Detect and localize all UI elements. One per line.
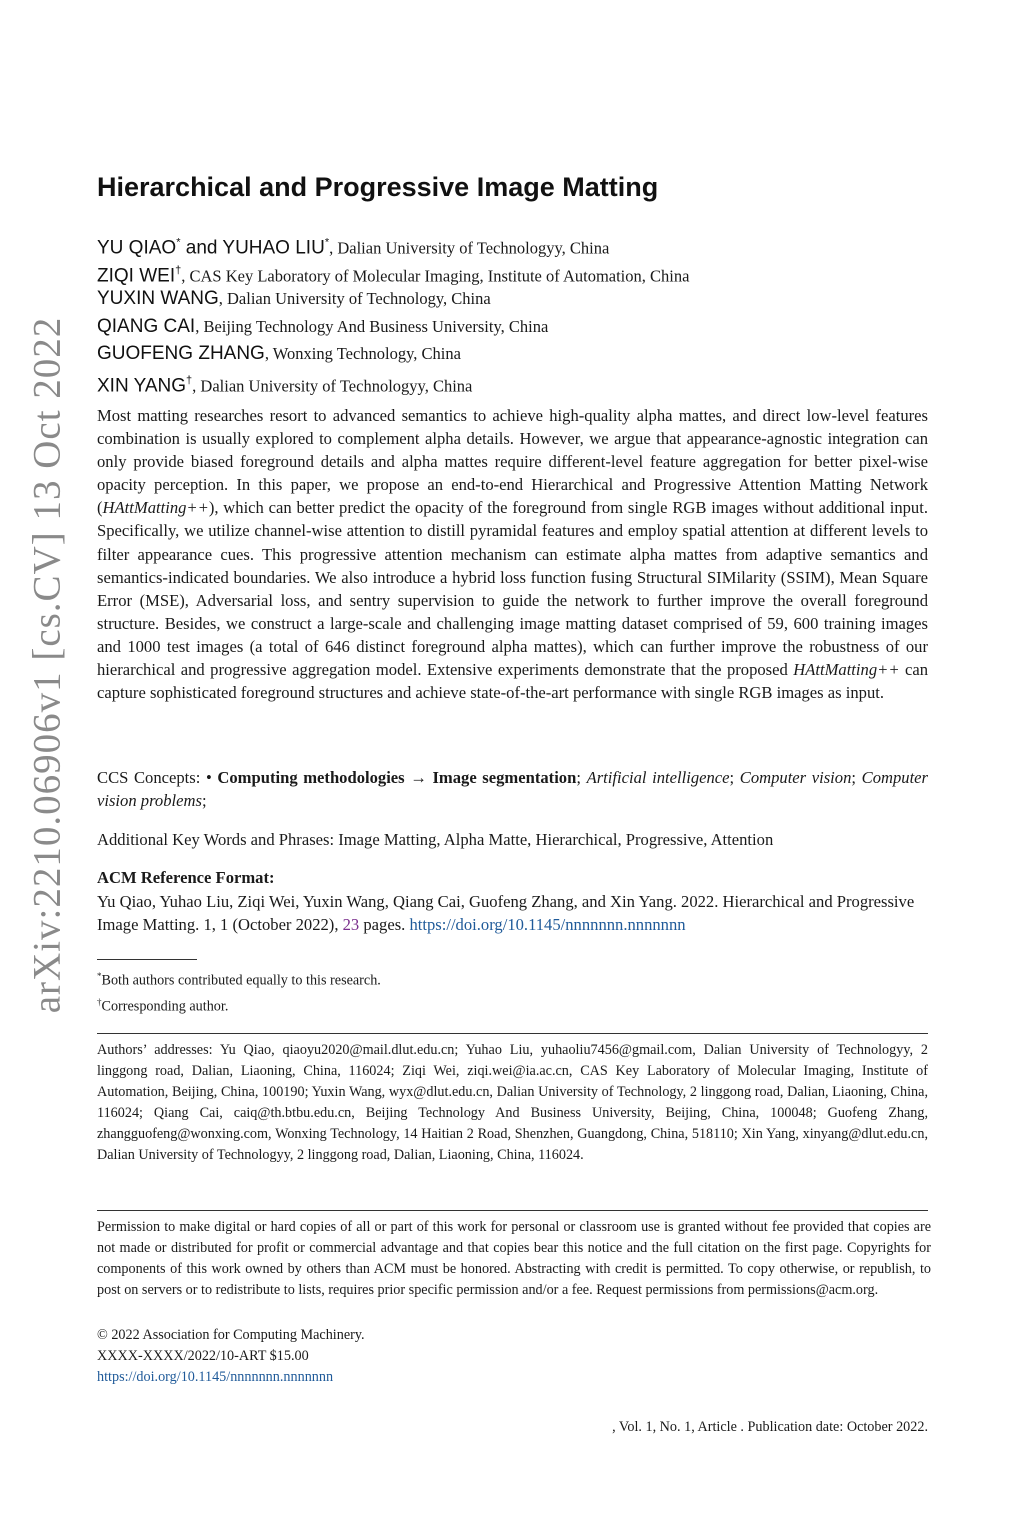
author-name: XIN YANG <box>97 374 187 396</box>
permission-rule <box>97 1210 928 1211</box>
ccs-separator: ; <box>729 768 740 787</box>
author-affiliation: , Beijing Technology And Business University, China <box>195 316 549 336</box>
ccs-separator: ; <box>576 768 587 787</box>
corresponding-mark: † <box>175 264 182 277</box>
copyright-line: © 2022 Association for Computing Machinery. <box>97 1327 365 1343</box>
equal-contribution-mark: * <box>176 237 181 249</box>
ccs-main-concept: Computing methodologies → Image segmentation <box>217 768 577 787</box>
copyright-block <box>97 1325 365 1388</box>
footnote-text: Corresponding author. <box>101 998 229 1015</box>
footnote-rule <box>97 959 197 960</box>
author-line <box>97 368 937 396</box>
equal-contribution-mark: * <box>324 237 330 249</box>
author-name: ZIQI WEI <box>97 264 176 286</box>
ccs-separator: ; <box>851 768 862 787</box>
ccs-label: CCS Concepts: • <box>97 768 218 787</box>
author-name: YUXIN WANG <box>97 288 219 309</box>
author-list <box>97 230 937 395</box>
acm-reference-text: pages. <box>359 915 410 935</box>
author-line <box>97 285 937 313</box>
ccs-concept: Computer vision <box>739 768 852 787</box>
abstract-text: ), which can better predict the opacity of the foreground from single RGB images without additional input. Specifically, we utilize channel-wise attention to distill pyramidal features and employ spatial attention at different levels to filter appearance cues. This progressive attention mechanism can estimate alpha mattes from adaptive semantics and semantics-indicated boundaries. We also introduce a hybrid loss function fusing Structural SIMilarity (SSIM), Mean Square Error (MSE), Adversarial loss, and sentry supervision to guide the network to further improve the overall foreground structure. Besides, we construct a large-scale and challenging image matting dataset comprised of 59, 600 training images and 1000 test images (a total of 646 distinct foreground alpha mattes), which can further improve the robustness of our hierarchical and progressive aggregation model. Extensive experiments demonstrate that the proposed <box>97 498 928 680</box>
ccs-separator: ; <box>201 791 207 811</box>
corresponding-mark: † <box>186 374 193 387</box>
author-name: QIANG CAI <box>97 315 196 337</box>
ccs-concept: Artificial intelligence <box>586 768 730 787</box>
author-line <box>97 230 937 258</box>
ccs-concept: Computer vision problems <box>97 768 928 811</box>
footnote <box>97 966 381 992</box>
footnote-mark: * <box>97 971 102 981</box>
acm-reference-heading: ACM Reference Format: <box>97 868 275 887</box>
footnote-mark: † <box>97 996 102 1007</box>
author-line <box>97 313 937 341</box>
model-name: HAttMatting++ <box>793 660 900 680</box>
keywords: Additional Key Words and Phrases: Image Matting, Alpha Matte, Hierarchical, Progressive, Attention <box>97 830 774 849</box>
author-name: YU QIAO <box>97 237 177 259</box>
abstract <box>97 404 928 704</box>
author-affiliation: , Wonxing Technology, China <box>264 344 461 363</box>
model-name: HAttMatting++ <box>102 498 209 518</box>
acm-reference <box>97 890 928 936</box>
footnote <box>97 992 381 1018</box>
footnotes <box>97 966 381 1017</box>
abstract-text: can capture sophisticated foreground structures and achieve state-of-the-art performance with single RGB images as input. <box>97 660 928 703</box>
author-addresses: Authors’ addresses: Yu Qiao, qiaoyu2020@mail.dlut.edu.cn; Yuhao Liu, yuhaoliu7456@gmail.com, Dalian University of Technologyy, 2 linggong road, Dalian, Liaoning, China, 116024; Ziqi Wei, ziqi.wei@ia.ac.cn, CAS Key Laboratory of Molecular Imaging, Institute of Automation, Beijing, China, 100190; Yuxin Wang, wyx@dlut.edu.cn, Dalian University of Technology, 2 linggong road, Dalian, Liaoning, China, 116024; Qiang Cai, caiq@th.btbu.edu.cn, Beijing Technology And Business University, Beijing, China, 100048; Guofeng Zhang, zhangguofeng@wonxing.com, Wonxing Technology, 14 Haitian 2 Road, Shenzhen, Guangdong, China, 518110; Xin Yang, xinyang@dlut.edu.cn, Dalian University of Technologyy, 2 linggong road, Dalian, Liaoning, China, 116024. <box>97 1042 928 1164</box>
author-name: GUOFENG ZHANG <box>97 343 265 364</box>
author-affiliation: , Dalian University of Technologyy, China <box>329 238 610 258</box>
author-affiliation: , Dalian University of Technologyy, China <box>192 375 473 395</box>
addresses-rule <box>97 1033 928 1034</box>
acm-reference-text: Yu Qiao, Yuhao Liu, Ziqi Wei, Yuxin Wang, Qiang Cai, Guofeng Zhang, and Xin Yang. 2022. Hierarchical and Progressive Image Matting. 1, 1 (October 2022), <box>97 892 915 935</box>
footnote-text: Both authors contributed equally to this research. <box>101 972 381 989</box>
ccs-concepts <box>97 766 928 812</box>
doi-link[interactable]: https://doi.org/10.1145/nnnnnnn.nnnnnnn <box>409 915 686 935</box>
arxiv-id: arXiv:2210.06906v1 [cs.CV] 13 Oct 2022 <box>25 316 69 1014</box>
copyright-doi-link[interactable]: https://doi.org/10.1145/nnnnnnn.nnnnnnn <box>97 1369 334 1386</box>
permission-notice: Permission to make digital or hard copies of all or part of this work for personal or classroom use is granted without fee provided that copies are not made or distributed for profit or commercial advantage and that copies bear this notice and the full citation on the first page. Copyrights for components of this work owned by others than ACM must be honored. Abstracting with credit is permitted. To copy otherwise, or republish, to post on servers or to redistribute to lists, requires prior specific permission and/or a fee. Request permissions from permissions@acm.org. <box>97 1219 931 1299</box>
page-count-link[interactable]: 23 <box>342 915 360 935</box>
author-affiliation: , CAS Key Laboratory of Molecular Imaging, Institute of Automation, China <box>181 265 690 285</box>
abstract-text: Most matting researches resort to advanced semantics to achieve high-quality alpha mattes, and direct low-level features combination is usually explored to complement alpha details. However, we argue that appearance-agnostic integration can only provide biased foreground details and alpha mattes require different-level feature aggregation for better pixel-wise opacity perception. In this paper, we propose an end-to-end Hierarchical and Progressive Attention Matting Network ( <box>97 406 928 518</box>
paper-title: Hierarchical and Progressive Image Matting <box>97 172 659 202</box>
publication-info: , Vol. 1, No. 1, Article . Publication date: October 2022. <box>612 1419 928 1435</box>
author-affiliation: , Dalian University of Technology, China <box>218 289 491 308</box>
author-name: YUHAO LIU <box>222 237 325 259</box>
author-line <box>97 340 937 368</box>
author-line <box>97 258 937 286</box>
author-joiner: and <box>180 237 223 259</box>
article-code: XXXX-XXXX/2022/10-ART $15.00 <box>97 1348 309 1365</box>
